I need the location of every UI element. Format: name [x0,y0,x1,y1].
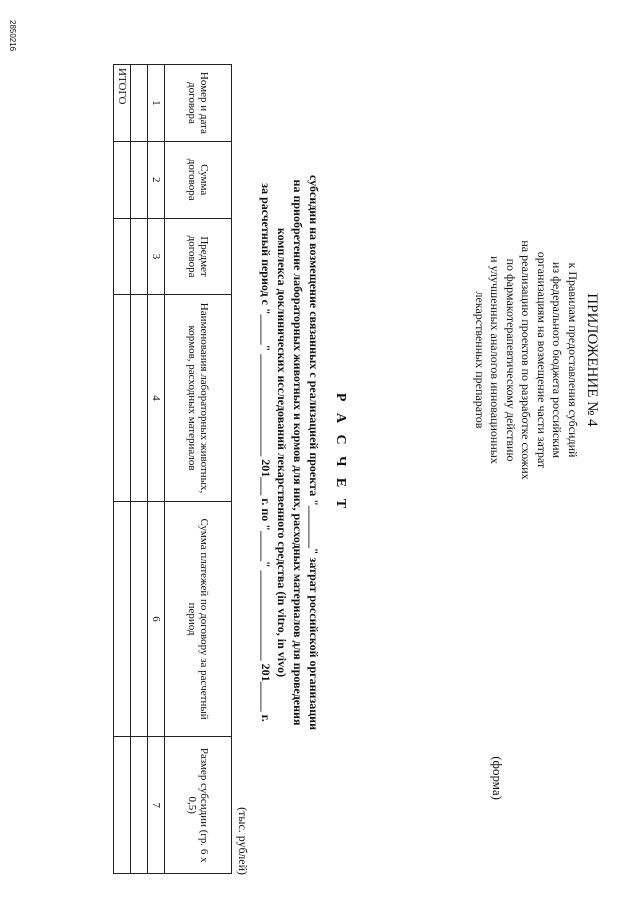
column-header: Размер субсидии (гр. 6 x 0,5) [165,737,232,874]
total-row [114,65,131,874]
column-number: 4 [148,295,165,501]
appendix-line: по фармакотерапевтическому действию [504,258,518,462]
document-number: 2850216 [8,20,17,52]
table-cell [131,218,148,295]
column-number: 7 [148,737,165,874]
appendix-line: к Правилам предоставления субсидий [566,262,580,458]
table-cell [131,65,148,142]
appendix-title: ПРИЛОЖЕНИЕ № 4 [584,293,600,427]
column-header: Наименования лабораторных животных, кормов, расходных материалов [165,295,232,501]
column-number: 6 [148,501,165,737]
unit-label: (тыс. рублей) [236,807,250,875]
appendix-block [472,160,601,560]
total-label: ИТОГО [114,65,131,142]
subsidy-table [113,64,232,874]
table-header-row [165,65,232,874]
table-cell [131,501,148,737]
heading-line: на приобретение лабораторных животных и кормов для них, расходных материалов для проведения [291,179,305,726]
column-header: Номер и дата договора [165,65,232,142]
column-number: 2 [148,141,165,218]
column-number-row [148,65,165,874]
appendix-line: из федерального бюджета российским [550,261,565,459]
column-number: 1 [148,65,165,142]
column-number: 3 [148,218,165,295]
form-label: (форма) [490,756,505,800]
table-cell [114,141,131,218]
document-title: Р А С Ч Е Т [333,392,348,513]
table-cell [114,737,131,874]
appendix-line: лекарственных препаратов [473,291,487,429]
table-row [131,65,148,874]
column-header: Сумма договора [165,141,232,218]
appendix-line: организациям на возмещение части затрат [535,251,549,469]
column-header: Сумма платежей по договору за расчетный период [165,501,232,737]
column-header: Предмет договора [165,218,232,295]
appendix-line: на реализацию проектов по разработке схожих [519,240,534,480]
table-cell [131,737,148,874]
heading-line: комплекса доклинических исследований лекарственного средства (in vitro, in vivo) [275,227,289,678]
table-cell [114,295,131,501]
table-cell [131,141,148,218]
table-cell [114,501,131,737]
table-cell [114,218,131,295]
heading-line: субсидии на возмещение связанных с реализацией проекта "_______" затрат российской организации [307,174,321,731]
appendix-line: и улучшенных аналогов инновационных [488,256,503,464]
table-cell [131,295,148,501]
heading-line: за расчетный период с "_____" _________________ 201___ г. по "_____" _______________ 201_____ г. [259,183,273,722]
